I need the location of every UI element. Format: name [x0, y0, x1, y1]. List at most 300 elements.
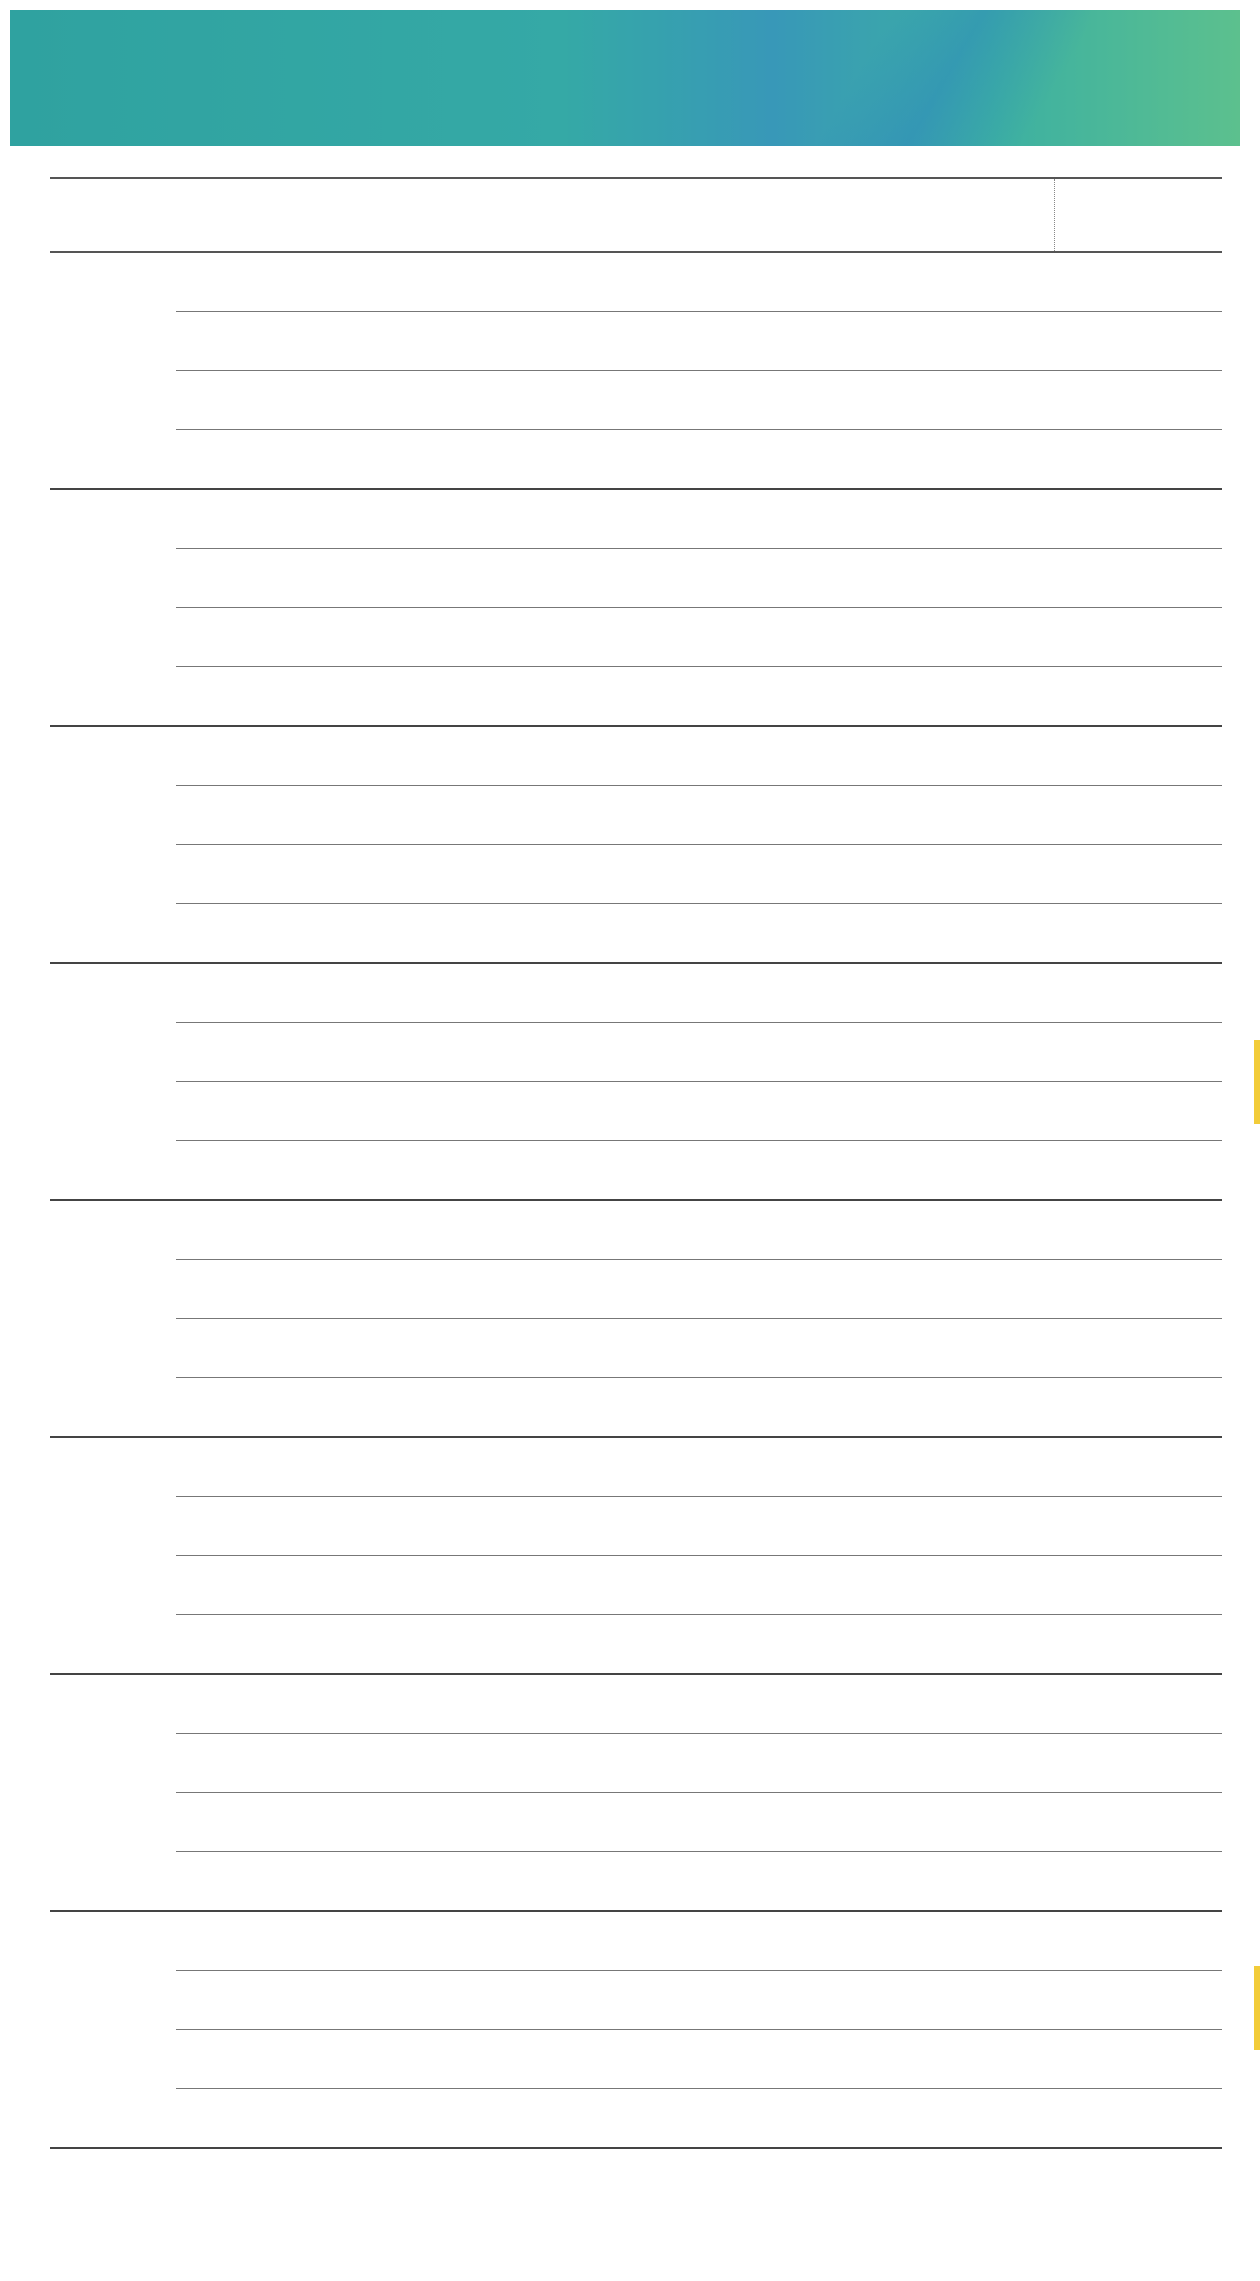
bible-cell	[794, 430, 898, 490]
offering-column-text	[898, 1023, 1054, 1082]
table-row	[50, 1497, 1222, 1556]
meeting-place-cell	[548, 1200, 674, 1260]
bible-cell	[794, 1911, 898, 1971]
district-number	[176, 1319, 262, 1378]
district-teacher	[398, 1260, 548, 1319]
column-header	[674, 178, 794, 252]
table-row	[50, 1141, 1222, 1201]
meeting-place-cell	[548, 904, 674, 964]
bible-cell	[794, 2089, 898, 2149]
next-meeting-cell	[1054, 371, 1222, 430]
meeting-place-cell	[548, 1378, 674, 1438]
table-row	[50, 1556, 1222, 1615]
attendance-cell	[674, 1615, 794, 1675]
district-teacher	[398, 1497, 548, 1556]
bible-cell	[794, 1852, 898, 1912]
meeting-place-cell	[548, 726, 674, 786]
bible-cell	[794, 845, 898, 904]
attendance-cell	[674, 1734, 794, 1793]
table-row	[50, 489, 1222, 549]
offering-column-text	[898, 489, 1054, 549]
meeting-place-cell	[548, 667, 674, 727]
district-number	[176, 904, 262, 964]
table-row	[50, 1260, 1222, 1319]
table-row	[50, 904, 1222, 964]
district-teacher	[398, 1852, 548, 1912]
meeting-place-cell	[548, 489, 674, 549]
district-number	[176, 786, 262, 845]
next-meeting-cell	[1054, 904, 1222, 964]
bible-cell	[794, 549, 898, 608]
bible-cell	[794, 904, 898, 964]
next-meeting-cell	[1054, 786, 1222, 845]
offering-column-text	[898, 608, 1054, 667]
attendance-cell	[674, 1141, 794, 1201]
offering-column-text	[898, 1971, 1054, 2030]
district-leader	[262, 1911, 398, 1971]
district-teacher	[398, 1911, 548, 1971]
district-teacher	[398, 667, 548, 727]
district-leader	[262, 1793, 398, 1852]
next-meeting-cell	[1054, 489, 1222, 549]
bible-cell	[794, 1971, 898, 2030]
column-header	[50, 178, 176, 252]
next-meeting-cell	[1054, 2030, 1222, 2089]
header-banner	[10, 10, 1240, 146]
bible-cell	[794, 726, 898, 786]
table-row	[50, 1615, 1222, 1675]
attendance-cell	[674, 430, 794, 490]
table-row	[50, 1200, 1222, 1260]
next-meeting-cell	[1054, 1437, 1222, 1497]
bible-cell	[794, 1319, 898, 1378]
district-leader	[262, 786, 398, 845]
district-teacher	[398, 1141, 548, 1201]
attendance-cell	[674, 1082, 794, 1141]
district-number	[176, 2089, 262, 2149]
district-number	[176, 1200, 262, 1260]
district-teacher	[398, 1378, 548, 1438]
district-leader	[262, 489, 398, 549]
attendance-cell	[674, 1023, 794, 1082]
table-row	[50, 1437, 1222, 1497]
offering-column-text	[898, 1200, 1054, 1260]
district-number	[176, 1674, 262, 1734]
district-teacher	[398, 904, 548, 964]
next-meeting-cell	[1054, 312, 1222, 371]
meeting-place-cell	[548, 1911, 674, 1971]
column-header	[176, 178, 262, 252]
table-row	[50, 1023, 1222, 1082]
district-teacher	[398, 1674, 548, 1734]
district-number	[176, 667, 262, 727]
district-number	[176, 489, 262, 549]
district-teacher	[398, 2089, 548, 2149]
next-meeting-cell	[1054, 1734, 1222, 1793]
offering-column-text	[898, 252, 1054, 312]
bible-cell	[794, 667, 898, 727]
district-number	[176, 963, 262, 1023]
parish-cell	[50, 1200, 176, 1437]
attendance-cell	[674, 726, 794, 786]
district-teacher	[398, 786, 548, 845]
meeting-place-cell	[548, 312, 674, 371]
meeting-place-cell	[548, 2089, 674, 2149]
offering-column-text	[898, 549, 1054, 608]
table-row	[50, 1378, 1222, 1438]
offering-column-text	[898, 2089, 1054, 2149]
attendance-cell	[674, 252, 794, 312]
district-leader	[262, 1971, 398, 2030]
table-row	[50, 786, 1222, 845]
district-leader	[262, 1141, 398, 1201]
district-number	[176, 1141, 262, 1201]
bible-cell	[794, 1734, 898, 1793]
district-number	[176, 1378, 262, 1438]
offering-column-text	[898, 667, 1054, 727]
offering-column-text	[898, 312, 1054, 371]
bible-cell	[794, 371, 898, 430]
district-teacher	[398, 1615, 548, 1675]
district-leader	[262, 1615, 398, 1675]
offering-column-text	[898, 2030, 1054, 2089]
offering-column-text	[898, 1378, 1054, 1438]
table-row	[50, 371, 1222, 430]
district-number	[176, 371, 262, 430]
next-meeting-cell	[1054, 1200, 1222, 1260]
next-meeting-cell	[1054, 1023, 1222, 1082]
next-meeting-cell	[1054, 1615, 1222, 1675]
parish-cell	[50, 252, 176, 489]
district-leader	[262, 963, 398, 1023]
bible-cell	[794, 963, 898, 1023]
bible-cell	[794, 1260, 898, 1319]
next-meeting-cell	[1054, 1556, 1222, 1615]
attendance-cell	[674, 1319, 794, 1378]
parish-cell	[50, 963, 176, 1200]
next-meeting-cell	[1054, 549, 1222, 608]
table-row	[50, 2089, 1222, 2149]
next-meeting-cell	[1054, 726, 1222, 786]
parish-cell	[50, 489, 176, 726]
offering-column-text	[898, 1793, 1054, 1852]
offering-column-text	[898, 430, 1054, 490]
district-leader	[262, 1734, 398, 1793]
district-number	[176, 1971, 262, 2030]
bible-cell	[794, 489, 898, 549]
column-header	[898, 178, 1054, 252]
bible-cell	[794, 786, 898, 845]
next-meeting-cell	[1054, 1674, 1222, 1734]
offering-column-text	[898, 845, 1054, 904]
offering-column-text	[898, 1260, 1054, 1319]
next-meeting-cell	[1054, 667, 1222, 727]
table-row	[50, 1674, 1222, 1734]
district-leader	[262, 1437, 398, 1497]
district-leader	[262, 312, 398, 371]
district-leader	[262, 726, 398, 786]
district-number	[176, 726, 262, 786]
district-report-table	[50, 177, 1222, 2149]
meeting-place-cell	[548, 1319, 674, 1378]
district-leader	[262, 1319, 398, 1378]
bible-cell	[794, 1141, 898, 1201]
next-meeting-cell	[1054, 252, 1222, 312]
district-teacher	[398, 726, 548, 786]
meeting-place-cell	[548, 430, 674, 490]
offering-column-text	[898, 1319, 1054, 1378]
meeting-place-cell	[548, 786, 674, 845]
attendance-cell	[674, 1971, 794, 2030]
next-meeting-cell	[1054, 1260, 1222, 1319]
meeting-place-cell	[548, 1437, 674, 1497]
offering-column-text	[898, 726, 1054, 786]
parish-cell	[50, 1911, 176, 2148]
district-leader	[262, 1260, 398, 1319]
offering-column-text	[898, 1734, 1054, 1793]
district-teacher	[398, 489, 548, 549]
bible-cell	[794, 252, 898, 312]
offering-column-text	[898, 963, 1054, 1023]
offering-column-text	[898, 1141, 1054, 1201]
district-teacher	[398, 1734, 548, 1793]
next-meeting-cell	[1054, 1971, 1222, 2030]
district-leader	[262, 430, 398, 490]
bible-cell	[794, 1378, 898, 1438]
next-meeting-cell	[1054, 2089, 1222, 2149]
bible-cell	[794, 1023, 898, 1082]
attendance-cell	[674, 1556, 794, 1615]
meeting-place-cell	[548, 1674, 674, 1734]
offering-column-text	[898, 904, 1054, 964]
next-meeting-cell	[1054, 1793, 1222, 1852]
attendance-cell	[674, 549, 794, 608]
district-leader	[262, 1023, 398, 1082]
district-leader	[262, 1082, 398, 1141]
attendance-cell	[674, 1378, 794, 1438]
column-header	[398, 178, 548, 252]
district-teacher	[398, 2030, 548, 2089]
meeting-place-cell	[548, 1141, 674, 1201]
bible-cell	[794, 1615, 898, 1675]
district-number	[176, 430, 262, 490]
next-meeting-cell	[1054, 1082, 1222, 1141]
district-teacher	[398, 371, 548, 430]
attendance-cell	[674, 1852, 794, 1912]
district-leader	[262, 1497, 398, 1556]
offering-column-text	[898, 1852, 1054, 1912]
parish-cell	[50, 726, 176, 963]
district-number	[176, 252, 262, 312]
district-number	[176, 1852, 262, 1912]
district-number	[176, 1437, 262, 1497]
bible-cell	[794, 312, 898, 371]
bible-cell	[794, 1793, 898, 1852]
table-row	[50, 430, 1222, 490]
bible-cell	[794, 1497, 898, 1556]
district-leader	[262, 667, 398, 727]
meeting-place-cell	[548, 845, 674, 904]
meeting-place-cell	[548, 1852, 674, 1912]
district-teacher	[398, 963, 548, 1023]
attendance-cell	[674, 1260, 794, 1319]
table-row	[50, 667, 1222, 727]
attendance-cell	[674, 2089, 794, 2149]
district-number	[176, 1615, 262, 1675]
table-row	[50, 1971, 1222, 2030]
district-number	[176, 1556, 262, 1615]
table-row	[50, 1319, 1222, 1378]
meeting-place-cell	[548, 608, 674, 667]
district-teacher	[398, 1971, 548, 2030]
district-leader	[262, 608, 398, 667]
meeting-place-cell	[548, 371, 674, 430]
column-header	[794, 178, 898, 252]
attendance-cell	[674, 371, 794, 430]
district-leader	[262, 2089, 398, 2149]
district-number	[176, 1260, 262, 1319]
offering-column-text	[898, 1615, 1054, 1675]
district-teacher	[398, 1793, 548, 1852]
next-meeting-cell	[1054, 608, 1222, 667]
offering-column-text	[898, 1497, 1054, 1556]
next-meeting-cell	[1054, 1141, 1222, 1201]
table-row	[50, 726, 1222, 786]
next-meeting-cell	[1054, 430, 1222, 490]
district-leader	[262, 1378, 398, 1438]
table-row	[50, 1082, 1222, 1141]
meeting-place-cell	[548, 1556, 674, 1615]
district-number	[176, 549, 262, 608]
table-row	[50, 963, 1222, 1023]
district-teacher	[398, 1319, 548, 1378]
district-leader	[262, 252, 398, 312]
district-teacher	[398, 430, 548, 490]
district-number	[176, 2030, 262, 2089]
meeting-place-cell	[548, 1615, 674, 1675]
next-meeting-cell	[1054, 1911, 1222, 1971]
next-meeting-cell	[1054, 1497, 1222, 1556]
bible-cell	[794, 608, 898, 667]
bible-cell	[794, 1082, 898, 1141]
meeting-place-cell	[548, 549, 674, 608]
district-leader	[262, 1852, 398, 1912]
offering-column-text	[898, 1556, 1054, 1615]
district-leader	[262, 1200, 398, 1260]
column-header	[548, 178, 674, 252]
district-leader	[262, 371, 398, 430]
district-leader	[262, 2030, 398, 2089]
bible-cell	[794, 1200, 898, 1260]
next-meeting-cell	[1054, 845, 1222, 904]
column-header	[1054, 178, 1222, 252]
attendance-cell	[674, 963, 794, 1023]
table-row	[50, 1852, 1222, 1912]
meeting-place-cell	[548, 1023, 674, 1082]
district-teacher	[398, 608, 548, 667]
table-row	[50, 1793, 1222, 1852]
table-row	[50, 608, 1222, 667]
district-number	[176, 1793, 262, 1852]
attendance-cell	[674, 786, 794, 845]
district-number	[176, 312, 262, 371]
district-teacher	[398, 1556, 548, 1615]
meeting-place-cell	[548, 963, 674, 1023]
next-meeting-cell	[1054, 1319, 1222, 1378]
table-body	[50, 252, 1222, 2148]
district-number	[176, 1911, 262, 1971]
district-teacher	[398, 252, 548, 312]
attendance-cell	[674, 1200, 794, 1260]
district-leader	[262, 549, 398, 608]
offering-column-text	[898, 1911, 1054, 1971]
attendance-cell	[674, 1497, 794, 1556]
district-leader	[262, 904, 398, 964]
attendance-cell	[674, 1674, 794, 1734]
bible-cell	[794, 1674, 898, 1734]
district-leader	[262, 845, 398, 904]
edge-marker	[1254, 1966, 1260, 2050]
parish-cell	[50, 1437, 176, 1674]
next-meeting-cell	[1054, 1378, 1222, 1438]
attendance-cell	[674, 608, 794, 667]
meeting-place-cell	[548, 1734, 674, 1793]
table-row	[50, 1911, 1222, 1971]
offering-column-text	[898, 1437, 1054, 1497]
district-leader	[262, 1556, 398, 1615]
district-teacher	[398, 1023, 548, 1082]
attendance-cell	[674, 1911, 794, 1971]
district-teacher	[398, 1437, 548, 1497]
district-number	[176, 1082, 262, 1141]
offering-column-text	[898, 371, 1054, 430]
offering-column-text	[898, 786, 1054, 845]
district-number	[176, 845, 262, 904]
table-row	[50, 1734, 1222, 1793]
attendance-cell	[674, 667, 794, 727]
parish-cell	[50, 1674, 176, 1911]
attendance-cell	[674, 489, 794, 549]
meeting-place-cell	[548, 252, 674, 312]
attendance-cell	[674, 2030, 794, 2089]
meeting-place-cell	[548, 1971, 674, 2030]
header-row	[50, 178, 1222, 252]
district-teacher	[398, 1082, 548, 1141]
next-meeting-cell	[1054, 1852, 1222, 1912]
district-teacher	[398, 549, 548, 608]
district-teacher	[398, 845, 548, 904]
district-teacher	[398, 1200, 548, 1260]
attendance-cell	[674, 845, 794, 904]
table-row	[50, 312, 1222, 371]
meeting-place-cell	[548, 2030, 674, 2089]
offering-column-text	[898, 1674, 1054, 1734]
attendance-cell	[674, 312, 794, 371]
district-leader	[262, 1674, 398, 1734]
column-header	[262, 178, 398, 252]
bible-cell	[794, 1437, 898, 1497]
table-row	[50, 2030, 1222, 2089]
meeting-place-cell	[548, 1497, 674, 1556]
attendance-cell	[674, 1793, 794, 1852]
district-number	[176, 1734, 262, 1793]
next-meeting-cell	[1054, 963, 1222, 1023]
district-number	[176, 1023, 262, 1082]
table-row	[50, 549, 1222, 608]
district-teacher	[398, 312, 548, 371]
meeting-place-cell	[548, 1260, 674, 1319]
bible-cell	[794, 2030, 898, 2089]
